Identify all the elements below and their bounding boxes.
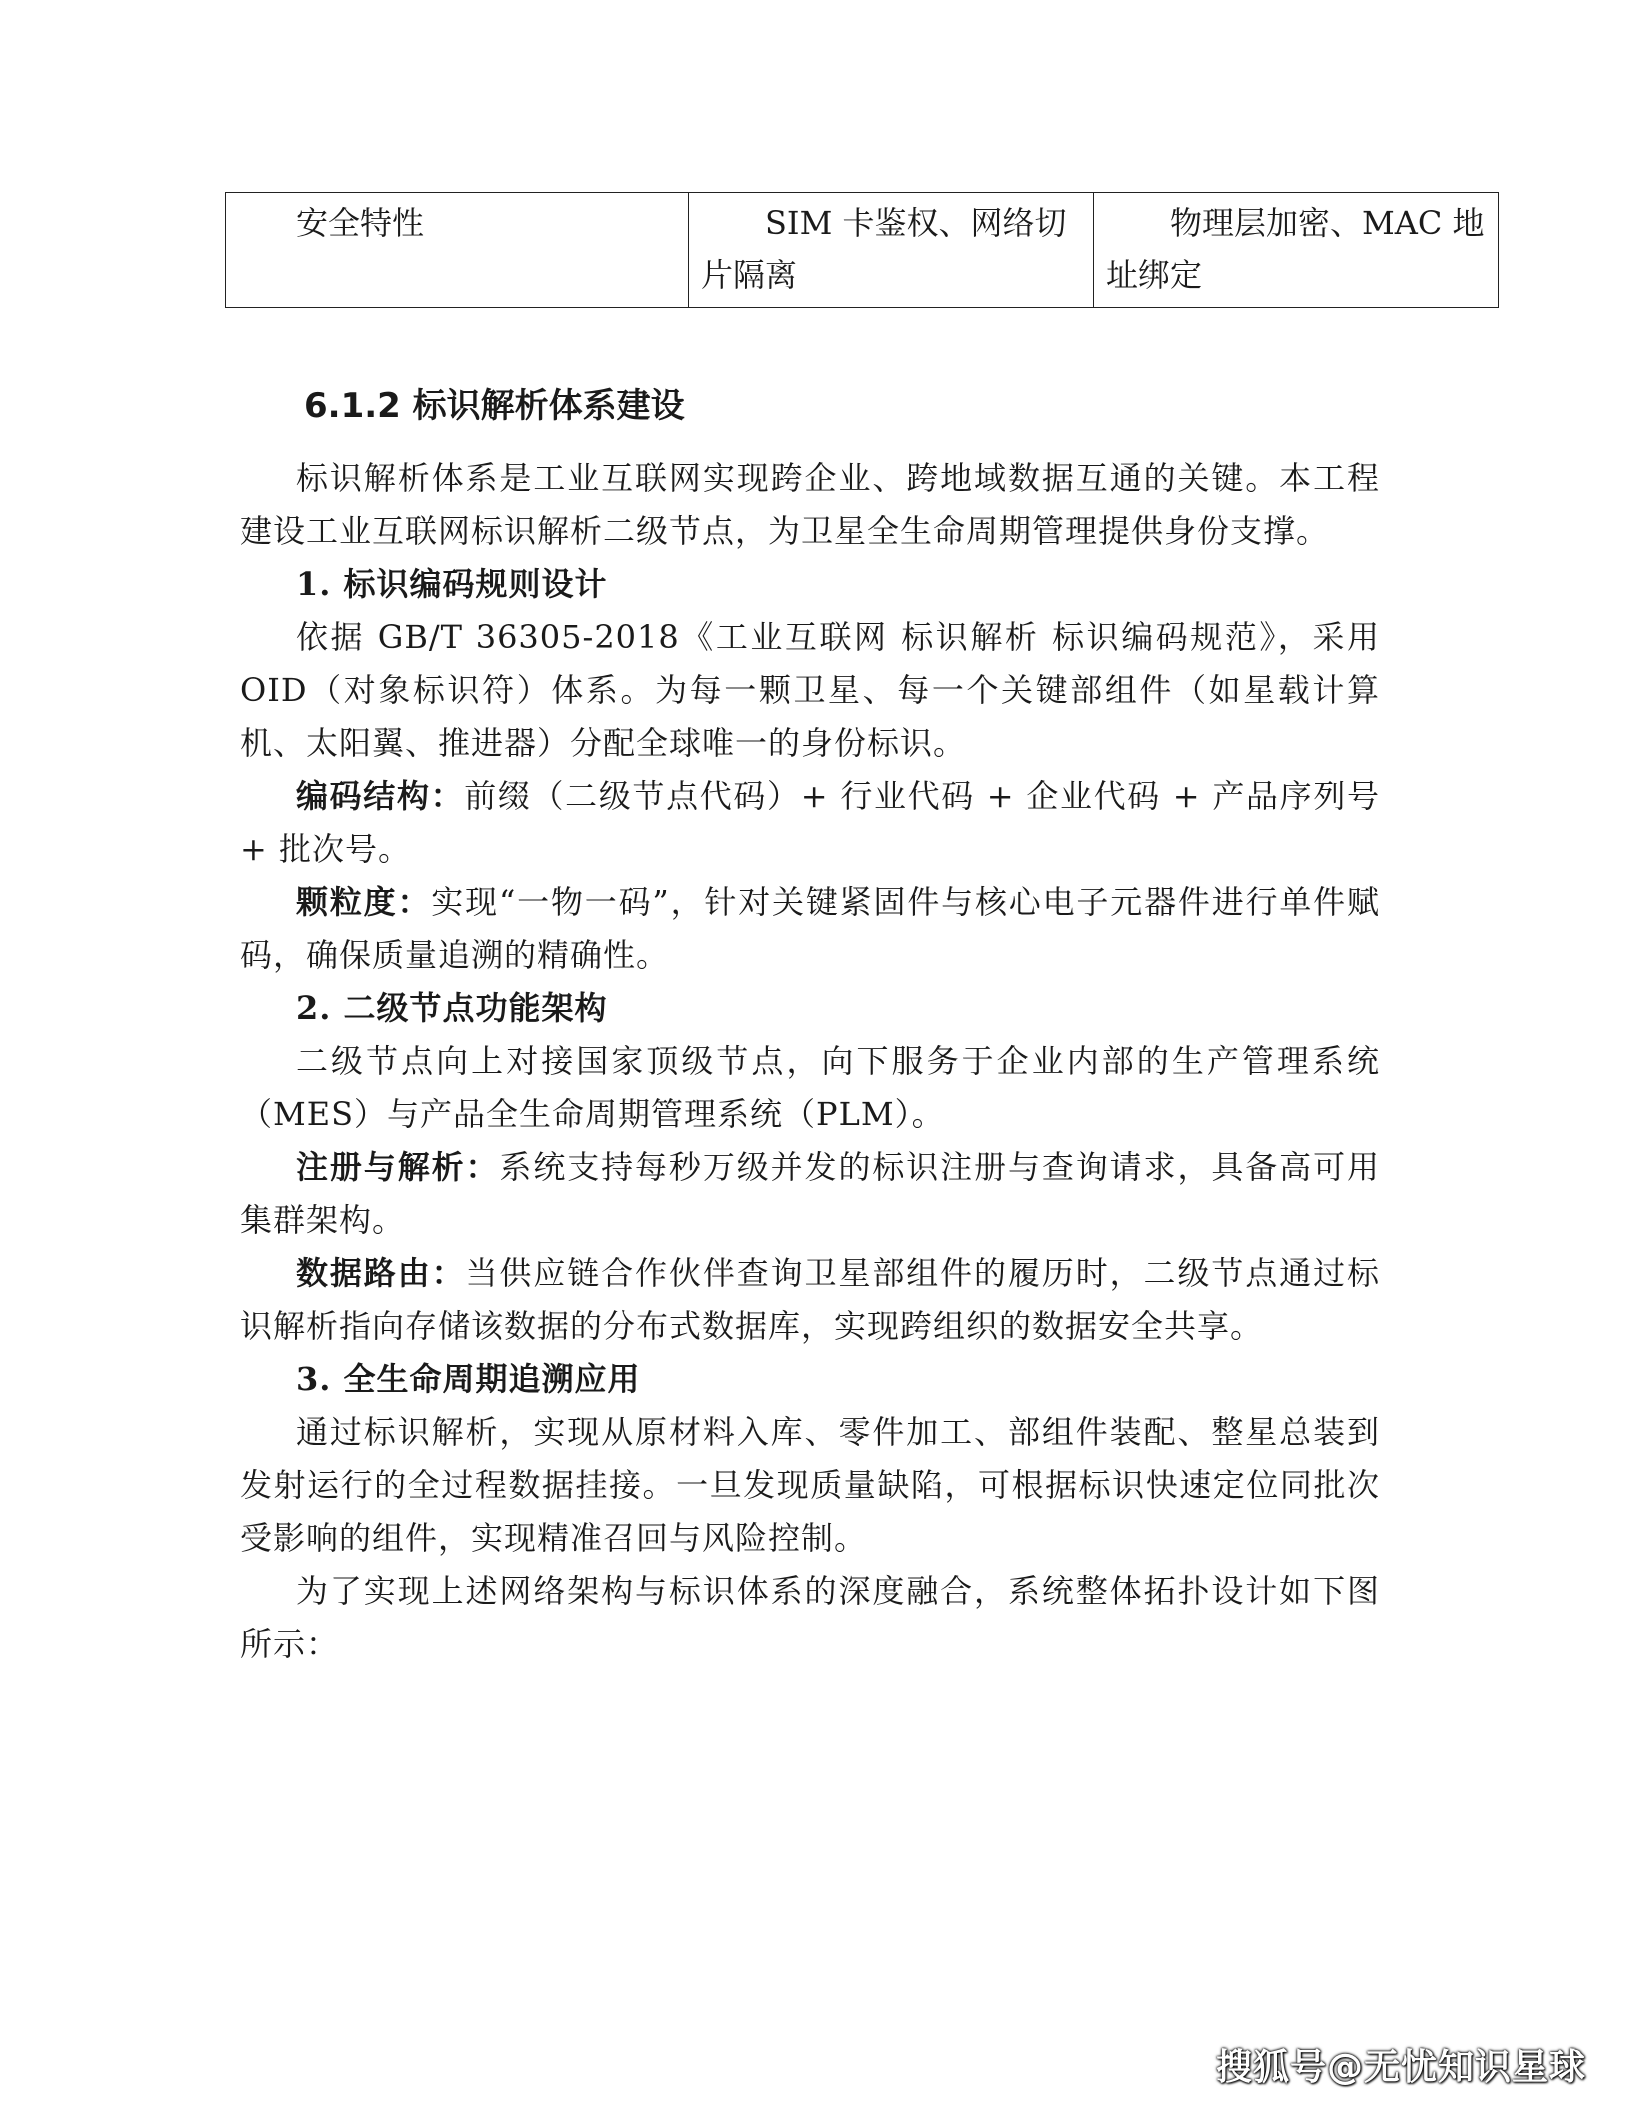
watermark: 搜狐号@无忧知识星球 (1215, 2047, 1586, 2088)
table-row (226, 193, 1499, 308)
coding-structure-text: 前缀（二级节点代码）+ 行业代码 + 企业代码 + 产品序列号 + 批次号。 (240, 777, 1380, 868)
item1-paragraph: 依据 GB/T 36305-2018《工业互联网 标识解析 标识编码规范》，采用 OID（对象标识符）体系。为每一颗卫星、每一个关键部组件（如星载计算机、太阳翼、推进器）分配全球唯一的身份标识。 (240, 618, 1380, 762)
coding-structure-label: 编码结构： (296, 777, 465, 815)
item3-paragraph: 通过标识解析，实现从原材料入库、零件加工、部组件装配、整星总装到发射运行的全过程数据挂接。一旦发现质量缺陷，可根据标识快速定位同批次受影响的组件，实现精准召回与风险控制。 (240, 1413, 1380, 1557)
section-heading: 6.1.2 标识解析体系建设 (304, 386, 685, 426)
section-content (240, 380, 1380, 1671)
register-paragraph (240, 1141, 1380, 1247)
table-cell-col2 (689, 193, 1094, 308)
item2-paragraph: 二级节点向上对接国家顶级节点，向下服务于企业内部的生产管理系统（MES）与产品全生命周期管理系统（PLM）。 (240, 1042, 1380, 1133)
item1-title: 1. 标识编码规则设计 (296, 565, 608, 603)
granularity-paragraph (240, 876, 1380, 982)
routing-label: 数据路由： (296, 1254, 466, 1292)
granularity-label: 颗粒度： (296, 883, 432, 921)
register-label: 注册与解析： (296, 1148, 500, 1186)
closing-paragraph: 为了实现上述网络架构与标识体系的深度融合，系统整体拓扑设计如下图所示： (240, 1572, 1380, 1663)
routing-paragraph (240, 1247, 1380, 1353)
table-cell-col3 (1094, 193, 1499, 308)
table-cell-label: 安全特性 (226, 193, 689, 308)
item2-title: 2. 二级节点功能架构 (296, 989, 608, 1027)
routing-text: 当供应链合作伙伴查询卫星部组件的履历时，二级节点通过标识解析指向存储该数据的分布式数据库，实现跨组织的数据安全共享。 (240, 1254, 1380, 1345)
intro-paragraph: 标识解析体系是工业互联网实现跨企业、跨地域数据互通的关键。本工程建设工业互联网标识解析二级节点，为卫星全生命周期管理提供身份支撑。 (240, 459, 1380, 550)
item3-title: 3. 全生命周期追溯应用 (296, 1360, 641, 1398)
register-text: 系统支持每秒万级并发的标识注册与查询请求，具备高可用集群架构。 (240, 1148, 1380, 1239)
spec-table (225, 192, 1499, 308)
coding-structure-paragraph (240, 770, 1380, 876)
granularity-text: 实现“一物一码”，针对关键紧固件与核心电子元器件进行单件赋码，确保质量追溯的精确性。 (240, 883, 1380, 974)
table-cell-col2-text: SIM 卡鉴权、网络切片隔离 (701, 204, 1067, 294)
table-cell-col3-text: 物理层加密、MAC 地址绑定 (1106, 204, 1485, 294)
